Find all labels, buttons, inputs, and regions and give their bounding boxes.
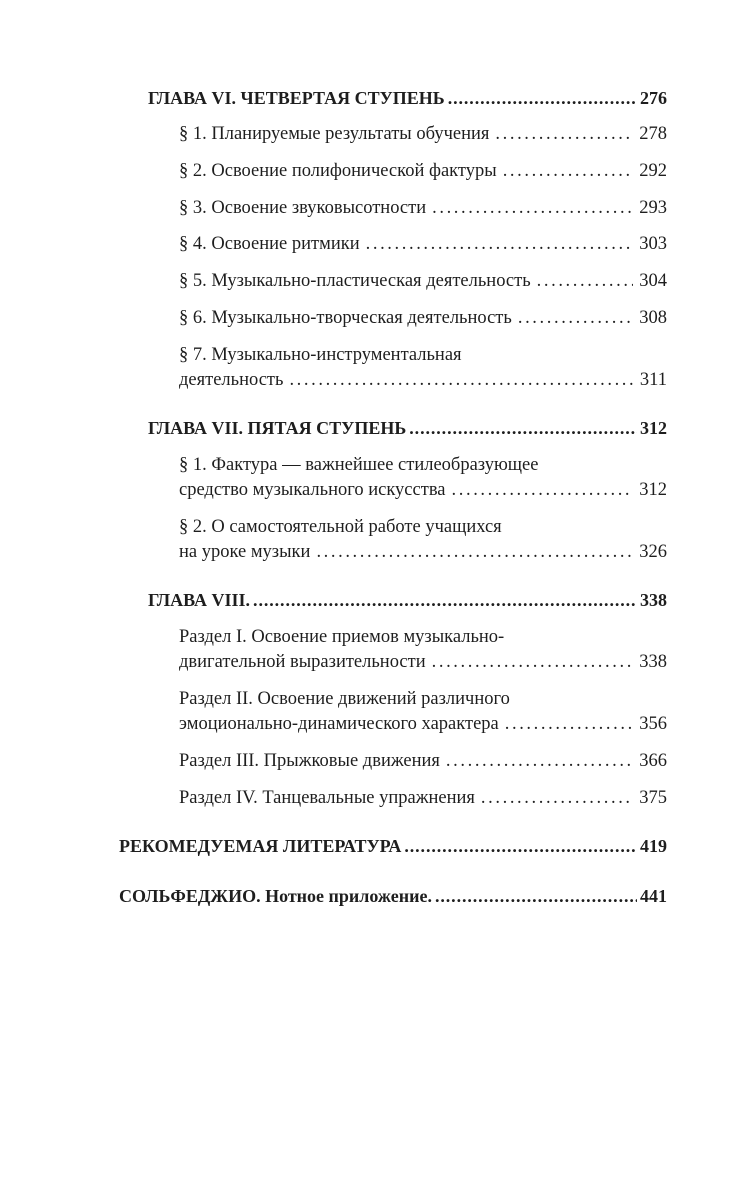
toc-entry-title: деятельность [179, 370, 284, 390]
toc-entry-title: Раздел IV. Танцевальные упражнения [179, 788, 475, 808]
toc-entry-title: двигательной выразительности [179, 652, 426, 672]
toc-chapter-6[interactable] [148, 84, 667, 112]
toc-page-number: 308 [639, 308, 667, 328]
toc-page-number: 441 [640, 886, 667, 906]
dot-leader [446, 747, 633, 775]
toc-entry-first-line[interactable]: Раздел I. Освоение приемов музыкально- [179, 627, 505, 647]
toc-entry-title: на уроке музыки [179, 542, 311, 562]
toc-page-number: 366 [639, 751, 667, 771]
toc-entry-title: § 1. Планируемые результаты обучения [179, 124, 490, 144]
toc-entry[interactable] [179, 747, 667, 775]
dot-leader [253, 586, 637, 614]
dot-leader [432, 194, 633, 222]
toc-page-number: 276 [640, 88, 667, 108]
dot-leader [537, 267, 634, 295]
toc-page-number: 419 [640, 836, 667, 856]
toc-entry-title: § 3. Освоение звуковысотности [179, 198, 427, 218]
toc-page-number: 326 [639, 542, 667, 562]
toc-entry-title: эмоционально-динамического характера [179, 714, 499, 734]
toc-page-number: 312 [640, 418, 667, 438]
dot-leader [316, 538, 633, 566]
toc-entry[interactable] [179, 304, 667, 332]
toc-page-number: 338 [640, 590, 667, 610]
toc-entry-title: ГЛАВА VI. ЧЕТВЕРТАЯ СТУПЕНЬ [148, 88, 445, 108]
toc-page-number: 293 [639, 198, 667, 218]
toc-page-number: 312 [639, 480, 667, 500]
toc-entry[interactable] [179, 120, 667, 148]
toc-entry[interactable] [179, 366, 667, 394]
toc-literature[interactable] [119, 832, 667, 860]
dot-leader [366, 230, 634, 258]
toc-entry[interactable] [179, 784, 667, 812]
toc-entry-title: § 2. Освоение полифонической фактуры [179, 161, 497, 181]
toc-page-number: 278 [639, 124, 667, 144]
toc-entry-title: § 5. Музыкально-пластическая деятельность [179, 271, 531, 291]
toc-page-number: 311 [639, 370, 667, 390]
toc-page-number: 292 [639, 161, 667, 181]
toc-entry-first-line[interactable]: Раздел II. Освоение движений различного [179, 689, 510, 709]
dot-leader [409, 414, 637, 442]
dot-leader [435, 882, 637, 910]
toc-entry-title: Раздел III. Прыжковые движения [179, 751, 440, 771]
dot-leader [503, 157, 634, 185]
dot-leader [289, 366, 633, 394]
toc-entry-title: РЕКОМЕДУЕМАЯ ЛИТЕРАТУРА [119, 836, 402, 856]
dot-leader [432, 648, 634, 676]
dot-leader [452, 476, 634, 504]
toc-page-number: 303 [639, 234, 667, 254]
toc-entry-title: ГЛАВА VIII. [148, 590, 251, 610]
dot-leader [404, 832, 637, 860]
dot-leader [448, 84, 637, 112]
toc-entry[interactable] [179, 648, 667, 676]
toc-entry-title: § 4. Освоение ритмики [179, 234, 360, 254]
toc-chapter-7[interactable] [148, 414, 667, 442]
toc-entry-title: ГЛАВА VII. ПЯТАЯ СТУПЕНЬ [148, 418, 407, 438]
toc-page-number: 375 [639, 788, 667, 808]
toc-entry[interactable] [179, 230, 667, 258]
toc-entry-title: СОЛЬФЕДЖИО. Нотное приложение. [119, 886, 432, 906]
toc-entry[interactable] [179, 157, 667, 185]
toc-entry-title: § 6. Музыкально-творческая деятельность [179, 308, 512, 328]
toc-page-number: 304 [639, 271, 667, 291]
toc-entry-first-line[interactable]: § 7. Музыкально-инструментальная [179, 345, 462, 365]
toc-entry[interactable] [179, 194, 667, 222]
toc-solfeggio[interactable] [119, 882, 667, 910]
toc-entry-first-line[interactable]: § 2. О самостоятельной работе учащихся [179, 517, 502, 537]
dot-leader [495, 120, 633, 148]
toc-entry[interactable] [179, 710, 667, 738]
toc-page-number: 338 [639, 652, 667, 672]
dot-leader [481, 784, 633, 812]
toc-entry-title: средство музыкального искусства [179, 480, 446, 500]
toc-entry[interactable] [179, 267, 667, 295]
dot-leader [518, 304, 633, 332]
dot-leader [505, 710, 634, 738]
toc-entry[interactable] [179, 476, 667, 504]
toc-chapter-8[interactable] [148, 586, 667, 614]
toc-entry[interactable] [179, 538, 667, 566]
toc-page-number: 356 [639, 714, 667, 734]
toc-entry-first-line[interactable]: § 1. Фактура — важнейшее стилеобразующее [179, 455, 539, 475]
